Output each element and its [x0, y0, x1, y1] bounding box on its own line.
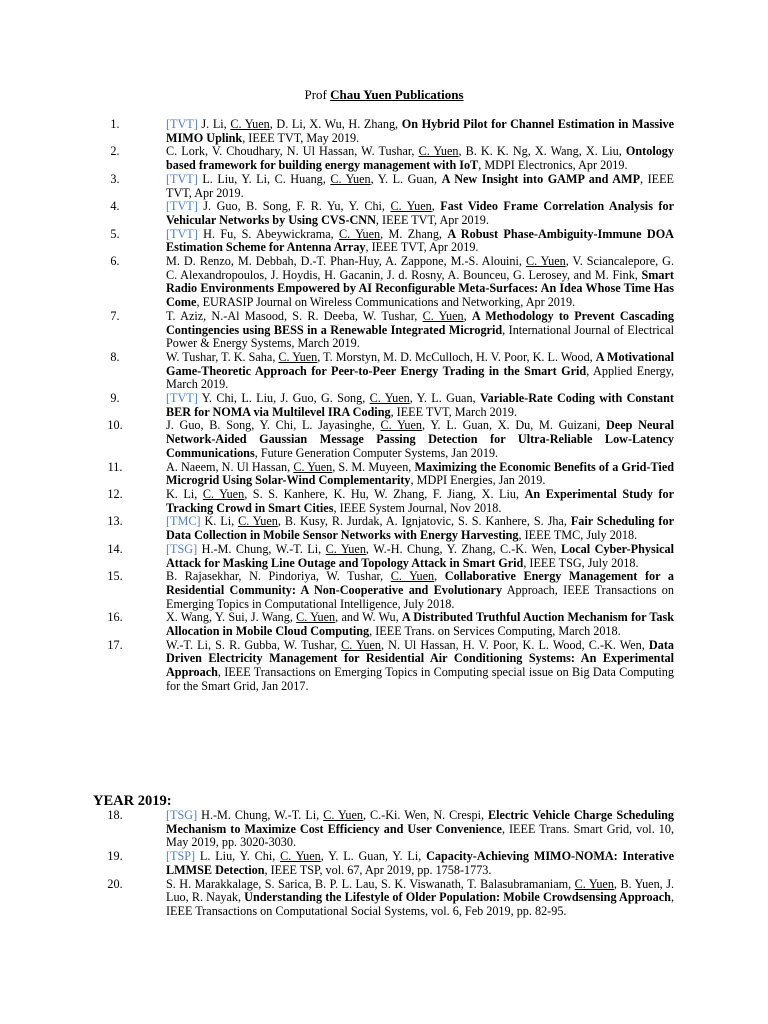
entry-text: , D. Li, X. Wu, H. Zhang, [269, 117, 402, 131]
author-highlight: C. Yuen [280, 849, 321, 864]
entry-text: , V. Sciancalepore, G. C. Alexandropoulos, J. Hoydis, H. Gacanin, J. d. Rosny, A. Bounceu, G. Lerosey, and M. Fink, [166, 254, 674, 282]
entry-text: , B. Kusy, R. Jurdak, A. Ignjatovic, S. S. Kanhere, S. Jha, [277, 514, 571, 529]
publication-entry [0, 200, 674, 227]
entry-text: , IEEE TSG, July 2018. [523, 555, 639, 570]
author-highlight: C. Yuen [341, 637, 382, 652]
entry-text: , MDPI Electronics, Apr 2019. [478, 158, 628, 173]
author-highlight: C. Yuen [418, 144, 459, 159]
author-highlight: C. Yuen [296, 610, 336, 625]
entry-text: , MDPI Energies, Jan 2019. [410, 473, 546, 488]
entry-number: 19. [107, 849, 123, 864]
entry-text: , IEEE System Journal, Nov 2018. [333, 500, 502, 515]
entry-text: W. Tushar, T. K. Saha, [166, 349, 279, 364]
paper-title: Collaborative Energy Management for a Residential Community: A Non-Cooperative and Evolutionary [166, 569, 674, 597]
paper-title: A Robust Phase-Ambiguity-Immune DOA Estimation Scheme for Antenna Array [166, 226, 674, 255]
entry-text: L. Liu, Y. Li, C. Huang, [197, 171, 331, 186]
publication-entry [0, 488, 674, 515]
author-highlight: C. Yuen [422, 308, 464, 323]
entry-number: 14. [107, 541, 123, 556]
paper-title: Deep Neural Network-Aided Gaussian Message Passing Detection for Ultra-Reliable Low-Latency Communications [166, 418, 674, 460]
entry-number: 2. [110, 144, 120, 159]
entry-text: , IEEE Transactions on Emerging Topics in Computing special issue on Big Data Computing for the Smart Grid, Jan 2017. [166, 665, 674, 693]
author-highlight: C. Yuen [339, 226, 381, 241]
entry-text: , W.-H. Chung, Y. Zhang, C.-K. Wen, [365, 541, 561, 556]
entry-text: , S. M. Muyeen, [332, 459, 415, 474]
entry-text: , Y. L. Guan, Y. Li, [320, 849, 427, 864]
entry-number: 15. [107, 569, 123, 584]
publication-list-2019 [0, 809, 768, 919]
page-title [0, 87, 768, 103]
entry-number: 12. [107, 486, 123, 501]
paper-title: Ontology based framework for building energy management with IoT [166, 144, 674, 173]
publication-entry [0, 850, 674, 877]
author-highlight: C. Yuen [202, 486, 245, 501]
publication-entry [0, 392, 674, 419]
entry-number: 18. [107, 808, 123, 822]
entry-text: , Y. L. Guan, X. Du, M. Guizani, [422, 418, 606, 433]
paper-title: Electric Vehicle Charge Scheduling Mechanism to Maximize Cost Efficiency and User Convenience [166, 808, 675, 836]
entry-text: , M. Zhang, [380, 226, 448, 241]
publication-entry [0, 515, 674, 542]
title-name: Chau Yuen Publications [330, 87, 464, 102]
publication-entry [0, 145, 674, 172]
entry-text: , IEEE Transactions on Computational Social Systems, vol. 6, Feb 2019, pp. 82-95. [166, 890, 674, 918]
entry-text: A. Naeem, N. Ul Hassan, [166, 459, 294, 474]
publication-entry [0, 419, 674, 460]
entry-number: 7. [110, 308, 120, 323]
paper-title: Data Driven Electricity Management for Residential Air Conditioning Systems: An Experimental Approach [166, 637, 674, 680]
entry-number: 20. [107, 876, 123, 891]
year-heading: YEAR 2019: [93, 793, 172, 809]
paper-title: A Methodology to Prevent Cascading Contingencies using BESS in a Renewable Integrated Microgrid [166, 308, 674, 337]
paper-title: A Distributed Truthful Auction Mechanism for Task Allocation in Mobile Cloud Computing [166, 610, 674, 639]
venue-tag: [TSP] [166, 849, 196, 864]
entry-number: 16. [107, 610, 123, 625]
entry-number: 3. [110, 171, 120, 186]
author-highlight: C. Yuen [369, 391, 410, 406]
author-highlight: C. Yuen [574, 876, 614, 891]
entry-text: J. Guo, B. Song, F. R. Yu, Y. Chi, [197, 199, 391, 214]
entry-text: K. Li, [200, 514, 239, 529]
entry-text: , T. Morstyn, M. D. McCulloch, H. V. Poor, K. L. Wood, [317, 349, 596, 364]
entry-text: X. Wang, Y. Sui, J. Wang, [166, 610, 297, 625]
entry-text: , IEEE Trans. on Services Computing, March 2018. [369, 624, 621, 639]
entry-text: , Y. L. Guan, [370, 171, 442, 186]
author-highlight: C. Yuen [293, 459, 333, 474]
entry-text: T. Aziz, N.-Al Masood, S. R. Deeba, W. Tushar, [166, 308, 423, 323]
author-highlight: C. Yuen [278, 349, 318, 364]
entry-text: K. Li, [166, 486, 203, 501]
publication-entry [0, 461, 674, 488]
entry-text: , S. S. Kanhere, K. Hu, W. Zhang, F. Jiang, X. Liu, [244, 486, 525, 501]
venue-tag: [TMC] [166, 514, 201, 529]
entry-text: H.-M. Chung, W.-T. Li, [197, 541, 326, 556]
entry-number: 6. [110, 254, 120, 269]
paper-title: An Experimental Study for Tracking Crowd in Smart Cities [166, 486, 674, 515]
entry-text: , [431, 199, 441, 214]
entry-text: C. Lork, V. Choudhary, N. Ul Hassan, W. Tushar, [166, 144, 419, 159]
author-highlight: C. Yuen [230, 117, 270, 131]
publication-entry [0, 228, 674, 255]
entry-text: , International Journal of Electrical Power & Energy Systems, March 2019. [166, 322, 674, 351]
entry-text: , IEEE TVT, March 2019. [390, 404, 518, 419]
entry-number: 4. [110, 199, 120, 214]
publication-entry [0, 878, 674, 919]
entry-number: 1. [110, 117, 120, 131]
publication-entry [0, 351, 674, 392]
venue-tag: [TSG] [166, 808, 198, 822]
publication-list-recent [0, 118, 768, 694]
paper-title: A Motivational Game-Theoretic Approach for Peer-to-Peer Energy Trading in the Smart Grid [166, 349, 674, 378]
author-highlight: C. Yuen [323, 808, 363, 822]
entry-text: , IEEE TMC, July 2018. [518, 528, 638, 543]
entry-text: , IEEE TVT, Apr 2019. [375, 212, 489, 227]
entry-text: , B. Yuen, J. Luo, R. Nayak, [166, 876, 674, 905]
paper-title: Understanding the Lifestyle of Older Population: Mobile Crowdsensing Approach [244, 890, 671, 905]
publication-entry [0, 639, 674, 694]
entry-text: Approach, IEEE Transactions on Emerging Topics in Computational Intelligence, July 2018. [166, 582, 674, 611]
entry-text: , N. Ul Hassan, H. V. Poor, K. L. Wood, C.-K. Wen, [381, 637, 649, 652]
entry-text: , Applied Energy, March 2019. [166, 363, 675, 392]
publication-entry [0, 118, 674, 145]
venue-tag: [TVT] [166, 226, 198, 241]
publication-entry [0, 570, 674, 611]
entry-text: , [463, 308, 472, 323]
publication-entry [0, 255, 674, 310]
paper-title: Smart Radio Environments Empowered by AI Reconfigurable Meta-Surfaces: An Idea Whose Time Has Come [166, 267, 674, 310]
author-highlight: C. Yuen [525, 254, 566, 269]
author-highlight: C. Yuen [390, 199, 432, 214]
entry-number: 5. [110, 226, 120, 241]
entry-number: 10. [107, 418, 123, 433]
publication-entry [0, 173, 674, 200]
paper-title: A New Insight into GAMP and AMP [441, 171, 641, 186]
paper-title: Fast Video Frame Correlation Analysis for Vehicular Networks by Using CVS-CNN [166, 199, 674, 227]
author-highlight: C. Yuen [330, 171, 371, 186]
venue-tag: [TVT] [166, 171, 198, 186]
entry-text: , IEEE TVT, May 2019. [242, 130, 360, 145]
entry-text: , EURASIP Journal on Wireless Communications and Networking, Apr 2019. [196, 295, 576, 310]
venue-tag: [TVT] [166, 199, 198, 214]
entry-number: 8. [110, 349, 120, 364]
entry-text: S. H. Marakkalage, S. Sarica, B. P. L. Lau, S. K. Viswanath, T. Balasubramaniam, [166, 876, 575, 891]
entry-text: , IEEE TSP, vol. 67, Apr 2019, pp. 1758-1773. [264, 862, 492, 877]
author-highlight: C. Yuen [390, 569, 435, 584]
venue-tag: [TVT] [166, 117, 198, 131]
paper-title: Local Cyber-Physical Attack for Masking Line Outage and Topology Attack in Smart Grid [166, 541, 674, 570]
entry-text: , B. K. K. Ng, X. Wang, X. Liu, [458, 144, 626, 159]
entry-text: H.-M. Chung, W.-T. Li, [197, 808, 324, 822]
author-highlight: C. Yuen [325, 541, 366, 556]
entry-text: , IEEE TVT, Apr 2019. [166, 171, 674, 200]
author-highlight: C. Yuen [238, 514, 278, 529]
entry-text: , [434, 569, 445, 584]
publication-entry [0, 809, 674, 850]
paper-title: Fair Scheduling for Data Collection in Mobile Sensor Networks with Energy Harvesting [166, 514, 674, 543]
paper-title: On Hybrid Pilot for Channel Estimation in Massive MIMO Uplink [166, 117, 675, 145]
entry-number: 17. [107, 637, 123, 652]
entry-text: , Future Generation Computer Systems, Jan 2019. [254, 445, 499, 460]
entry-number: 9. [110, 391, 120, 406]
entry-text: , Y. L. Guan, [409, 391, 480, 406]
entry-number: 13. [107, 514, 123, 529]
entry-text: B. Rajasekhar, N. Pindoriya, W. Tushar, [166, 569, 391, 584]
entry-number: 11. [107, 459, 123, 474]
publication-entry [0, 543, 674, 570]
paper-title: Maximizing the Economic Benefits of a Grid-Tied Microgrid Using Solar-Wind Complementarity [166, 459, 675, 488]
publication-entry [0, 310, 674, 351]
entry-text: Y. Chi, L. Liu, J. Guo, G. Song, [197, 391, 370, 406]
entry-text: W.-T. Li, S. R. Gubba, W. Tushar, [166, 637, 342, 652]
entry-text: J. Guo, B. Song, Y. Chi, L. Jayasinghe, [166, 418, 381, 433]
title-prefix: Prof [304, 87, 327, 102]
entry-text: J. Li, [197, 117, 231, 131]
entry-text: , and W. Wu, [335, 610, 402, 625]
entry-text: L. Liu, Y. Chi, [195, 849, 281, 864]
entry-text: , IEEE TVT, Apr 2019. [365, 240, 479, 255]
entry-text: , C.-Ki. Wen, N. Crespi, [362, 808, 489, 822]
paper-title: Variable-Rate Coding with Constant BER for NOMA via Multilevel IRA Coding [166, 391, 674, 419]
entry-text: M. D. Renzo, M. Debbah, D.-T. Phan-Huy, A. Zappone, M.-S. Alouini, [166, 254, 526, 269]
venue-tag: [TVT] [166, 391, 198, 406]
paper-title: Capacity-Achieving MIMO-NOMA: Interative LMMSE Detection [166, 849, 674, 877]
venue-tag: [TSG] [166, 541, 198, 556]
entry-text: H. Fu, S. Abeywickrama, [197, 226, 340, 241]
publication-entry [0, 611, 674, 638]
author-highlight: C. Yuen [380, 418, 422, 433]
entry-text: , IEEE Trans. Smart Grid, vol. 10, May 2019, pp. 3020-3030. [166, 821, 674, 850]
